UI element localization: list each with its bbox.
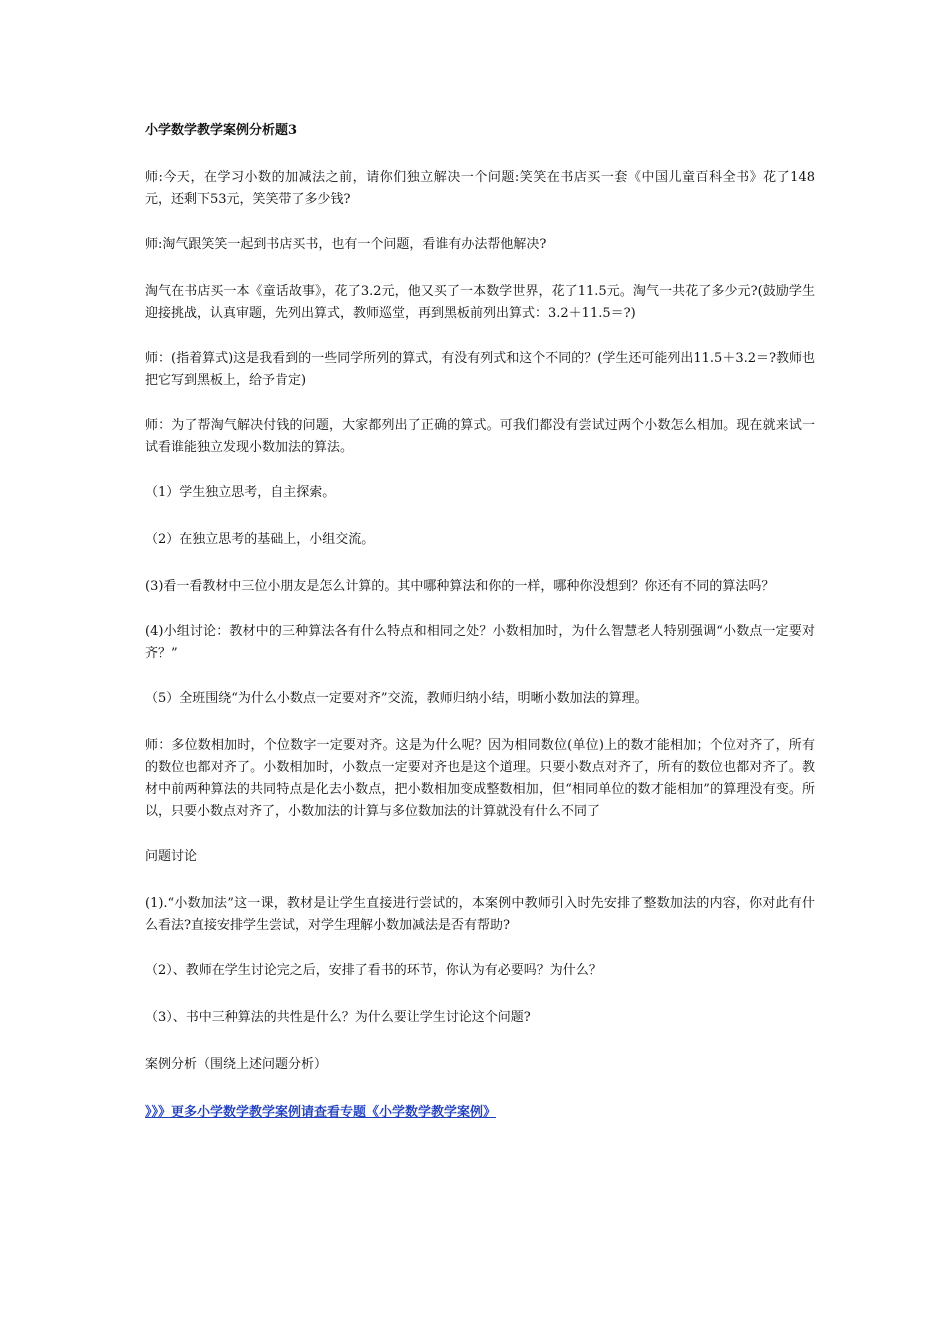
question-3: （3）、书中三种算法的共性是什么？为什么要让学生讨论这个问题? <box>145 1010 531 1025</box>
section-heading-discussion: 问题讨论 <box>145 849 198 864</box>
step-2: （2）在独立思考的基础上，小组交流。 <box>145 532 375 547</box>
step-3: (3)看一看教材中三位小朋友是怎么计算的。其中哪种算法和你的一样，哪种你没想到？你还有不同的算法吗？ <box>145 579 775 594</box>
paragraph-explanation: 师：多位数相加时，个位数字一定要对齐。这是为什么呢？因为相同数位(单位)上的数才能相加；个位对齐了，所有的数位也都对齐了。小数相加时，小数点一定要对齐也是这个道理。只要小数点对齐了，所有的数位也都对齐了。教材中前两种算法的共同特点是化去小数点，把小数相加变成整数相加，但“相同单位的数才能相加”的算理没有变。所以，只要小数点对齐了，小数加法的计算与多位数加法的计算就没有什么不同了 <box>145 738 815 819</box>
paragraph-intro-question: 师:今天，在学习小数的加减法之前，请你们独立解决一个问题:笑笑在书店买一套《中国儿童百科全书》花了148元，还剩下53元，笑笑带了多少钱? <box>145 170 815 207</box>
paragraph-teacher-prompt: 师:淘气跟笑笑一起到书店买书，也有一个问题，看谁有办法帮他解决? <box>145 237 547 252</box>
question-1: (1).“小数加法”这一课，教材是让学生直接进行尝试的，本案例中教师引入时先安排了整数加法的内容，你对此有什么看法?直接安排学生尝试，对学生理解小数加减法是否有帮助? <box>145 896 815 933</box>
paragraph-pointing-formula: 师：(指着算式)这是我看到的一些同学所列的算式，有没有列式和这个不同的？(学生还可能列出11.5＋3.2＝?教师也把它写到黑板上，给予肯定) <box>145 351 815 388</box>
step-1: （1）学生独立思考，自主探索。 <box>145 485 336 500</box>
step-5: （5）全班围绕“为什么小数点一定要对齐”交流，教师归纳小结，明晰小数加法的算理。 <box>145 691 648 706</box>
document-page <box>145 120 815 1124</box>
section-heading-analysis: 案例分析（围绕上述问题分析） <box>145 1057 328 1072</box>
question-2: （2）、教师在学生讨论完之后，安排了看书的环节，你认为有必要吗？为什么？ <box>145 963 602 978</box>
paragraph-taoqi-problem: 淘气在书店买一本《童话故事》，花了3.2元，他又买了一本数学世界，花了11.5元。淘气一共花了多少元?(鼓励学生迎接挑战，认真审题，先列出算式，教师巡堂，再到黑板前列出算式：3.2＋11.5＝?) <box>145 284 815 321</box>
paragraph-try-addition: 师：为了帮淘气解决付钱的问题，大家都列出了正确的算式。可我们都没有尝试过两个小数怎么相加。现在就来试一试看谁能独立发现小数加法的算法。 <box>145 418 815 455</box>
more-cases-link[interactable]: 》》》更多小学数学教学案例请查看专题《小学数学教学案例》 <box>145 1105 497 1120</box>
step-4: (4)小组讨论：教材中的三种算法各有什么特点和相同之处？小数相加时，为什么智慧老人特别强调“小数点一定要对齐？” <box>145 624 815 661</box>
document-title: 小学数学教学案例分析题3 <box>145 123 298 138</box>
